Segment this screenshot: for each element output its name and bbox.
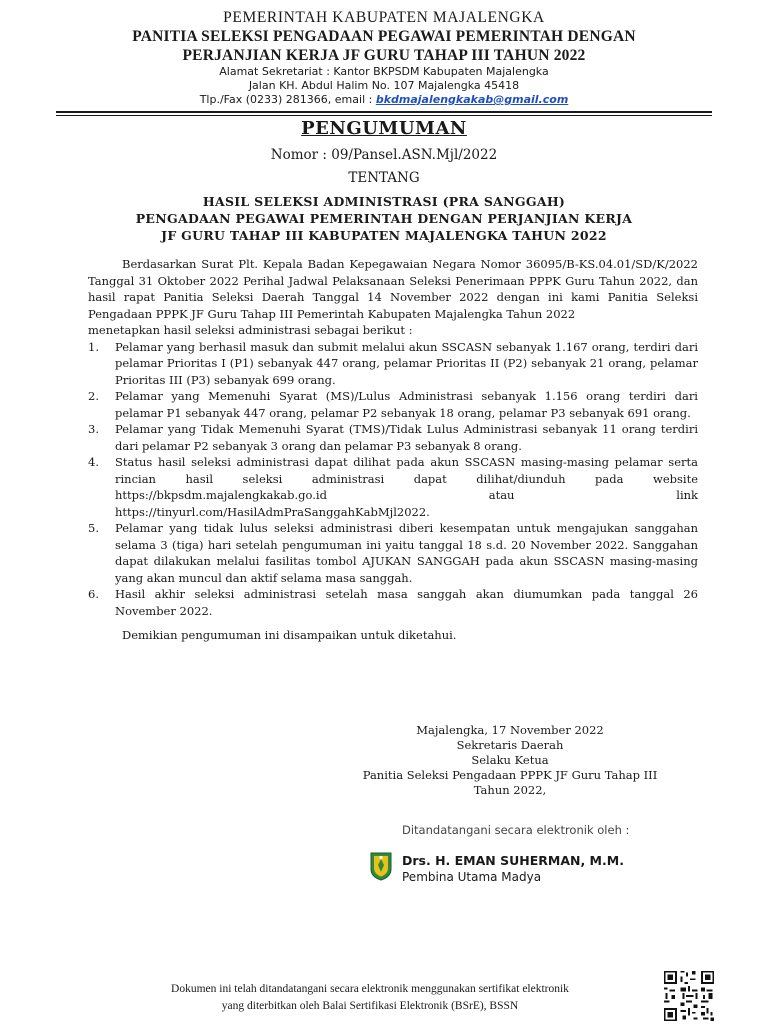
list-item-number: 2. [88, 389, 99, 403]
intro-tail: menetapkan hasil seleksi administrasi sebagai berikut : [88, 323, 413, 337]
subject-line1: HASIL SELEKSI ADMINISTRASI (PRA SANGGAH) [202, 194, 566, 209]
footer-disclaimer [110, 981, 630, 1015]
intro-paragraph: Berdasarkan Surat Plt. Kepala Badan Kepegawaian Negara Nomor 36095/B-KS.04.01/SD/K/2022 Tanggal 31 Oktober 2022 Perihal Jadwal Pelaksanaan Seleksi Penerimaan PPPK Guru Tahun 2022, dan hasil rapat Panitia Seleksi Daerah Tanggal 14 November 2022 dengan ini kami Panitia Seleksi Pengadaan PPPK JF Guru Tahap III Pemerintah Kabupaten Majalengka Tahun 2022 [88, 257, 698, 321]
result-list [88, 339, 698, 620]
letterhead [0, 8, 768, 116]
subject-line3: JF GURU TAHAP III KABUPATEN MAJALENGKA TAHUN 2022 [161, 228, 607, 243]
signer-name: Drs. H. EMAN SUHERMAN, M.M. [402, 853, 624, 868]
letterhead-contact-prefix: Tlp./Fax (0233) 281366, email : [199, 93, 376, 106]
list-item-text: Status hasil seleksi administrasi dapat dilihat pada akun SSCASN masing-masing pelamar serta rincian hasil seleksi administrasi dapat dilihat/diunduh pada website https://bkpsdm.majalengkakab.go.id atau link https://tinyurl.com/HasilAdmPraSanggahKabMjl2022. [115, 455, 698, 519]
signature-committee: Panitia Seleksi Pengadaan PPPK JF Guru Tahap III [362, 768, 658, 782]
list-item [88, 339, 698, 389]
signature-position: Sekretaris Daerah [456, 738, 564, 752]
letterhead-committee-line1: PANITIA SELEKSI PENGADAAN PEGAWAI PEMERINTAH DENGAN [132, 28, 636, 45]
list-item [88, 421, 698, 454]
closing-statement: Demikian pengumuman ini disampaikan untuk diketahui. [122, 628, 457, 642]
signature-place-date: Majalengka, 17 November 2022 [416, 723, 604, 737]
list-item-text: Hasil akhir seleksi administrasi setelah masa sanggah akan diumumkan pada tanggal 26 November 2022. [115, 587, 698, 618]
subject-line2: PENGADAAN PEGAWAI PEMERINTAH DENGAN PERJANJIAN KERJA [135, 211, 633, 226]
list-item-text: Pelamar yang Tidak Memenuhi Syarat (TMS)/Tidak Lulus Administrasi sebanyak 11 orang terdiri dari pelamar P2 sebanyak 3 orang dan pelamar P3 sebanyak 8 orang. [115, 422, 698, 453]
letterhead-committee-line2: PERJANJIAN KERJA JF GURU TAHAP III TAHUN 2022 [182, 47, 586, 64]
footer-line1: Dokumen ini telah ditandatangani secara elektronik menggunakan sertifikat elektronik [171, 983, 569, 995]
letterhead-government: PEMERINTAH KABUPATEN MAJALENGKA [223, 9, 545, 26]
list-item [88, 388, 698, 421]
list-item [88, 454, 698, 520]
letterhead-email-link[interactable]: bkdmajalengkakab@gmail.com [375, 93, 569, 106]
list-item-number: 3. [88, 422, 99, 436]
document-body [88, 256, 698, 644]
list-item [88, 520, 698, 586]
signature-year: Tahun 2022, [473, 783, 547, 797]
letterhead-divider-thick [56, 111, 712, 113]
list-item-number: 5. [88, 521, 99, 535]
footer-line2: yang diterbitkan oleh Balai Sertifikasi Elektronik (BSrE), BSSN [221, 1000, 519, 1012]
qr-code-icon [662, 969, 716, 1023]
list-item [88, 586, 698, 619]
esign-label: Ditandatangani secara elektronik oleh : [402, 823, 630, 837]
signature-role: Selaku Ketua [471, 753, 549, 767]
list-item-number: 4. [88, 455, 99, 469]
list-item-number: 6. [88, 587, 99, 601]
signer-rank: Pembina Utama Madya [402, 870, 542, 884]
document-number: Nomor : 09/Pansel.ASN.Mjl/2022 [270, 147, 498, 163]
document-about: TENTANG [348, 170, 420, 186]
document-subject [0, 193, 768, 244]
letterhead-address-line1: Alamat Sekretariat : Kantor BKPSDM Kabupaten Majalengka [219, 65, 549, 78]
majalengka-emblem-icon [369, 851, 393, 881]
list-item-text: Pelamar yang berhasil masuk dan submit melalui akun SSCASN sebanyak 1.167 orang, terdiri dari pelamar Prioritas I (P1) sebanyak 447 orang, pelamar Prioritas II (P2) sebanyak 21 orang, pelamar Prioritas III (P3) sebanyak 699 orang. [115, 339, 698, 387]
letterhead-address-line2: Jalan KH. Abdul Halim No. 107 Majalengka 45418 [248, 79, 520, 92]
letterhead-contact [0, 93, 768, 107]
list-item-number: 1. [88, 339, 99, 354]
signature-block [300, 723, 720, 798]
list-item-text: Pelamar yang Memenuhi Syarat (MS)/Lulus Administrasi sebanyak 1.156 orang terdiri dari pelamar P1 sebanyak 447 orang, pelamar P2 sebanyak 18 orang, pelamar P3 sebanyak 691 orang. [115, 389, 698, 420]
letterhead-divider-thin [56, 115, 712, 116]
document-title: PENGUMUMAN [301, 118, 467, 139]
list-item-text: Pelamar yang tidak lulus seleksi administrasi diberi kesempatan untuk mengajukan sanggahan selama 3 (tiga) hari setelah pengumuman ini yaitu tanggal 18 s.d. 20 November 2022. Sanggahan dapat dilakukan melalui fasilitas tombol AJUKAN SANGGAH pada akun SSCASN masing-masing yang akan muncul dan aktif selama masa sanggah. [115, 521, 698, 585]
